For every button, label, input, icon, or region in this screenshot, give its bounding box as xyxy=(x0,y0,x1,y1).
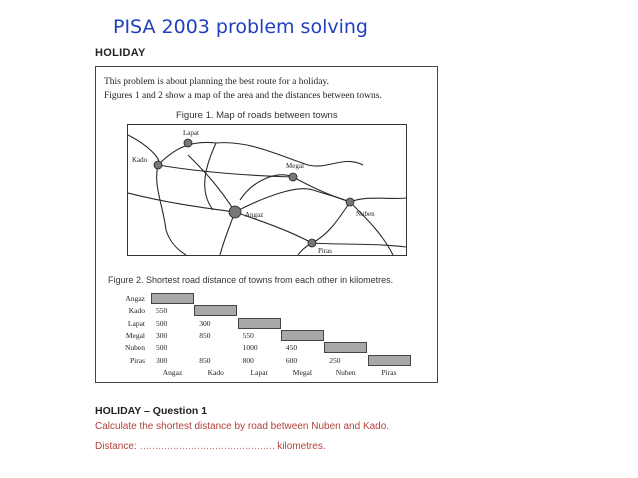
row-label: Megal xyxy=(125,330,145,340)
distance-label: Distance: xyxy=(95,441,137,452)
distance-cell: 300 xyxy=(156,355,168,365)
distance-cell: 1000 xyxy=(242,343,258,353)
row-label: Piras xyxy=(130,355,145,365)
road xyxy=(128,193,235,212)
town-label-angaz: Angaz xyxy=(245,211,264,219)
distance-cell: 300 xyxy=(199,318,211,328)
road xyxy=(158,165,293,177)
road xyxy=(293,177,350,202)
question-heading: HOLIDAY – Question 1 xyxy=(95,405,208,417)
slide-title: PISA 2003 problem solving xyxy=(113,16,368,38)
distance-cell: 800 xyxy=(242,355,254,365)
distance-cell: 600 xyxy=(285,355,298,365)
distance-unit: kilometres. xyxy=(277,441,326,452)
distance-cell: 500 xyxy=(156,343,168,353)
town-marker-nuben xyxy=(346,198,354,206)
diagonal-cell xyxy=(324,342,367,353)
distance-cell: 250 xyxy=(329,355,341,365)
distance-answer-field[interactable]: ……………………………………… xyxy=(139,441,275,452)
column-label: Lapat xyxy=(250,368,268,377)
row-label: Nuben xyxy=(125,343,145,353)
road xyxy=(350,198,406,202)
road-map-drawing xyxy=(128,125,406,255)
diagonal-cell xyxy=(194,305,237,316)
column-label: Kado xyxy=(207,368,224,377)
town-marker-piras xyxy=(308,239,316,247)
diagonal-cell xyxy=(238,318,281,329)
road xyxy=(312,202,350,243)
town-label-kado: Kado xyxy=(132,156,148,164)
diagonal-cell xyxy=(281,330,324,341)
road xyxy=(235,189,350,212)
distance-cell: 850 xyxy=(199,330,211,340)
question-text: Calculate the shortest distance by road between Nuben and Kado. xyxy=(95,421,390,432)
road xyxy=(220,212,235,255)
row-label: Angaz xyxy=(125,294,145,303)
road xyxy=(157,165,186,255)
distance-cell xyxy=(194,342,237,353)
town-label-megal: Megal xyxy=(286,162,304,170)
road xyxy=(240,175,293,200)
figure-2-caption: Figure 2. Shortest road distance of towns from each other in kilometres. xyxy=(108,275,394,285)
road-map xyxy=(127,124,407,256)
row-label: Kado xyxy=(128,306,145,316)
road xyxy=(188,155,235,212)
distance-cell: 500 xyxy=(156,318,168,328)
town-label-piras: Piras xyxy=(318,247,332,255)
diagonal-cell xyxy=(368,355,411,366)
holiday-heading: HOLIDAY xyxy=(95,47,146,59)
intro-line-1: This problem is about planning the best route for a holiday. xyxy=(104,77,329,87)
intro-line-2: Figures 1 and 2 show a map of the area and the distances between towns. xyxy=(104,91,382,101)
town-label-lapat: Lapat xyxy=(183,129,199,137)
distance-cell: 550 xyxy=(242,330,254,340)
distance-cell: 550 xyxy=(156,306,168,316)
figure-1-caption: Figure 1. Map of roads between towns xyxy=(176,110,338,121)
diagonal-cell xyxy=(151,293,194,304)
row-label: Lapat xyxy=(127,318,145,328)
column-label: Piras xyxy=(381,368,397,377)
town-marker-angaz xyxy=(229,206,241,218)
column-label: Angaz xyxy=(162,368,183,377)
distance-cell: 300 xyxy=(156,330,168,340)
column-label: Megal xyxy=(292,368,312,377)
distance-cell: 850 xyxy=(199,355,211,365)
town-marker-kado xyxy=(154,161,162,169)
town-marker-megal xyxy=(289,173,297,181)
road xyxy=(205,143,216,210)
town-marker-lapat xyxy=(184,139,192,147)
town-label-nuben: Nuben xyxy=(356,210,375,218)
distance-answer-line xyxy=(95,441,326,452)
distance-cell: 450 xyxy=(285,343,298,353)
column-label: Nuben xyxy=(335,368,356,377)
